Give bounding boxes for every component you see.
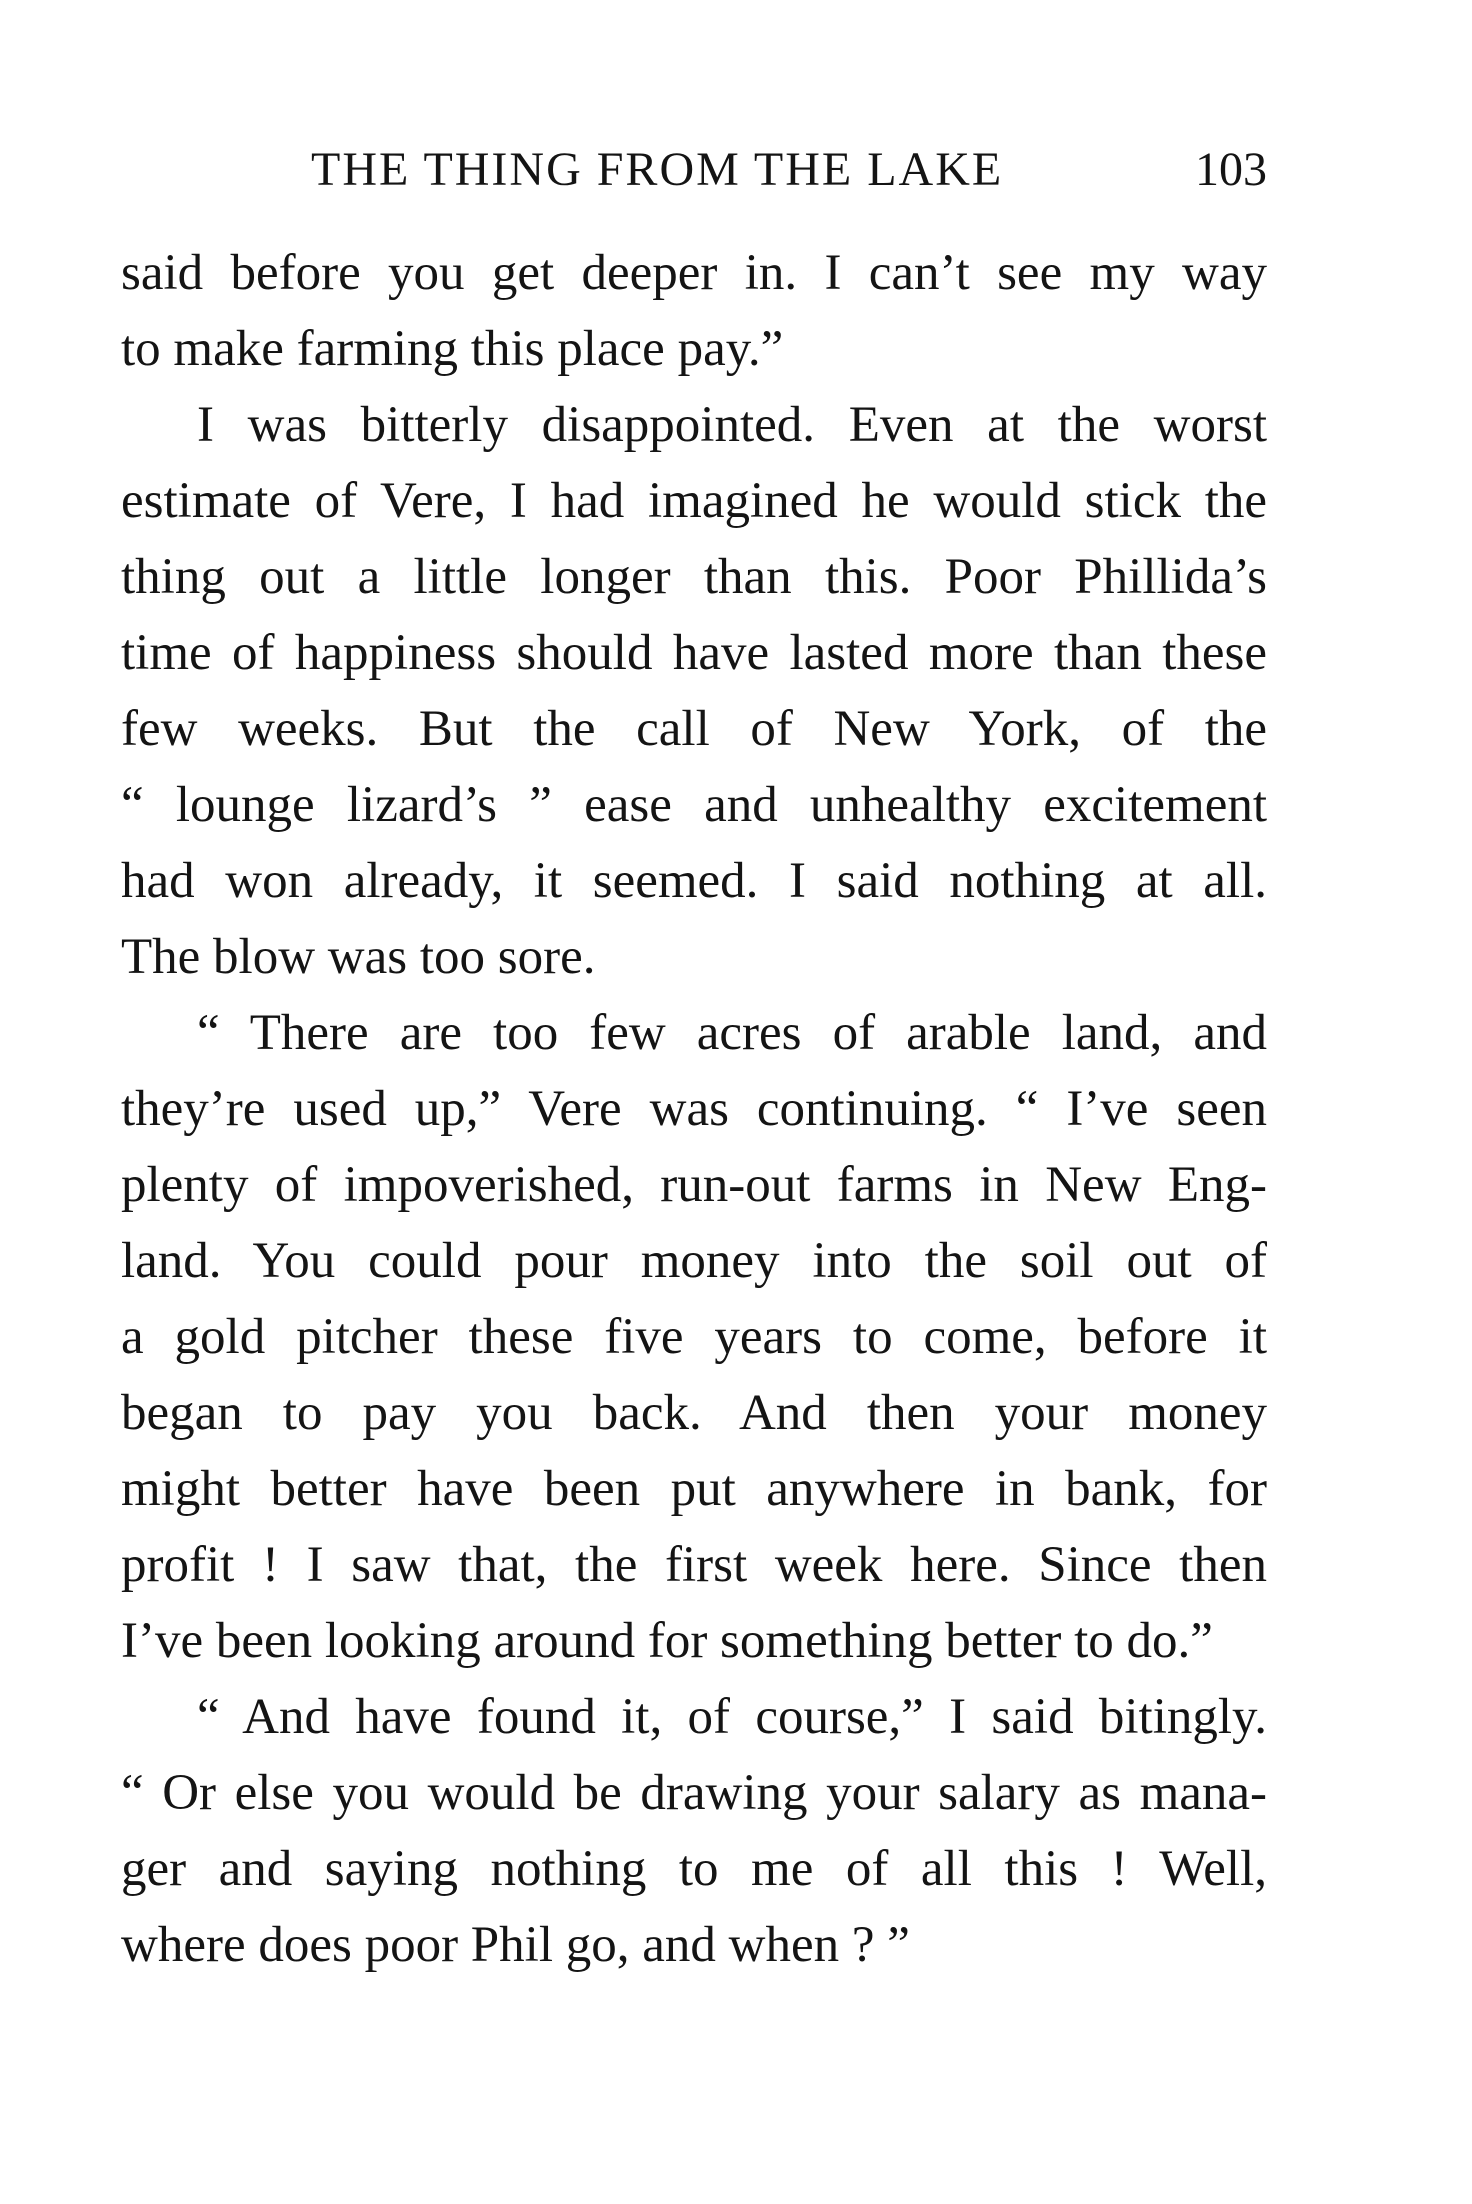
- text-line: began to pay you back. And then your money: [121, 1385, 1267, 1441]
- text-line: had won already, it seemed. I said nothing at all.: [121, 853, 1267, 909]
- text-line: they’re used up,” Vere was continuing. “ I’ve seen: [121, 1081, 1267, 1137]
- text-line: “ lounge lizard’s ” ease and unhealthy excitement: [121, 777, 1267, 833]
- running-title: THE THING FROM THE LAKE: [311, 143, 1004, 196]
- text-line: “ Or else you would be drawing your salary as mana-: [121, 1765, 1267, 1821]
- body-text: [121, 235, 1267, 1983]
- text-line: “ There are too few acres of arable land, and: [197, 1005, 1267, 1061]
- text-line: time of happiness should have lasted more than these: [121, 625, 1267, 681]
- text-line: plenty of impoverished, run-out farms in New Eng-: [121, 1157, 1267, 1213]
- text-line: “ And have found it, of course,” I said bitingly.: [197, 1689, 1267, 1745]
- text-line: land. You could pour money into the soil out of: [121, 1233, 1267, 1289]
- text-line: a gold pitcher these five years to come, before it: [121, 1309, 1267, 1365]
- text-line: I was bitterly disappointed. Even at the worst: [197, 397, 1267, 453]
- text-line: few weeks. But the call of New York, of the: [121, 701, 1267, 757]
- text-line: profit ! I saw that, the first week here. Since then: [121, 1537, 1267, 1593]
- text-line: I’ve been looking around for something better to do.”: [121, 1613, 1213, 1669]
- page-number: 103: [1195, 143, 1267, 196]
- text-line: estimate of Vere, I had imagined he would stick the: [121, 473, 1267, 529]
- text-line: The blow was too sore.: [121, 929, 596, 985]
- text-line: to make farming this place pay.”: [121, 321, 784, 377]
- text-line: ger and saying nothing to me of all this ! Well,: [121, 1841, 1267, 1897]
- running-head: [121, 138, 1267, 198]
- text-line: said before you get deeper in. I can’t see my way: [121, 245, 1267, 301]
- text-line: might better have been put anywhere in bank, for: [121, 1461, 1267, 1517]
- text-line: thing out a little longer than this. Poor Phillida’s: [121, 549, 1267, 605]
- text-line: where does poor Phil go, and when ? ”: [121, 1917, 910, 1973]
